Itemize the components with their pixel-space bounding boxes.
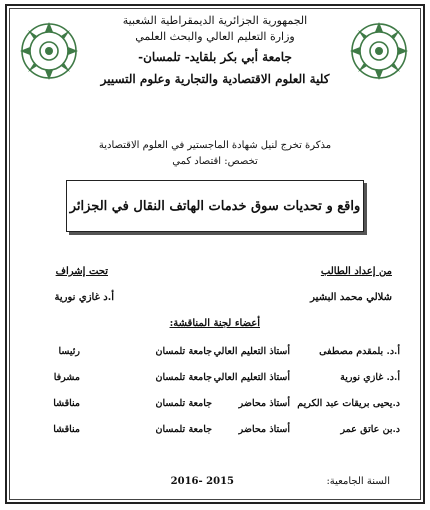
- university-name: جامعة أبي بكر بلقايد- تلمسان-: [138, 50, 292, 64]
- jury-member-role: مناقشا: [53, 424, 80, 435]
- thesis-title-box: [66, 180, 364, 232]
- jury-member-university: جامعة تلمسان: [155, 372, 212, 383]
- republic-name: الجمهورية الجزائرية الديمقراطية الشعبية: [122, 14, 308, 27]
- jury-label: أعضاء لجنة المناقشة:: [169, 318, 260, 329]
- jury-member-university: جامعة تلمسان: [155, 346, 212, 357]
- student-label: من إعداد الطالب: [320, 266, 392, 277]
- supervisor-name: أ.د غازي نورية: [54, 292, 114, 303]
- jury-member-rank: أستاذ محاضر: [238, 398, 290, 409]
- jury-member-name: أ.د. بلمقدم مصطفى: [319, 346, 400, 357]
- jury-member-name: أ.د. غازي نورية: [340, 372, 400, 383]
- jury-member-rank: أستاذ التعليم العالي: [213, 346, 290, 357]
- jury-member-role: مشرفا: [53, 372, 80, 383]
- jury-member-university: جامعة تلمسان: [155, 398, 212, 409]
- academic-year-label: السنة الجامعية:: [326, 476, 390, 487]
- academic-year-value: 2015 -2016: [170, 476, 234, 487]
- jury-member-role: مناقشا: [53, 398, 80, 409]
- thesis-title: واقع و تحديات سوق خدمات الهاتف النقال في الجزائر: [69, 198, 361, 214]
- specialty: تخصص: اقتصاد كمي: [172, 156, 258, 167]
- jury-member-rank: أستاذ محاضر: [238, 424, 290, 435]
- jury-member-rank: أستاذ التعليم العالي: [213, 372, 290, 383]
- jury-member-university: جامعة تلمسان: [155, 424, 212, 435]
- jury-member-role: رئيسا: [58, 346, 80, 357]
- memo-description: مذكرة تخرج لنيل شهادة الماجستير في العلوم الاقتصادية: [98, 140, 332, 151]
- ministry-name: وزارة التعليم العالي والبحث العلمي: [135, 30, 295, 43]
- jury-member-name: د.بن عاتق عمر: [340, 424, 400, 435]
- jury-member-name: د.يحيى بريقات عبد الكريم: [297, 398, 400, 409]
- student-name: شلالي محمد البشير: [310, 292, 392, 303]
- faculty-name: كلية العلوم الاقتصادية والتجارية وعلوم التسيير: [100, 72, 330, 86]
- supervisor-label: تحت إشراف: [55, 266, 108, 277]
